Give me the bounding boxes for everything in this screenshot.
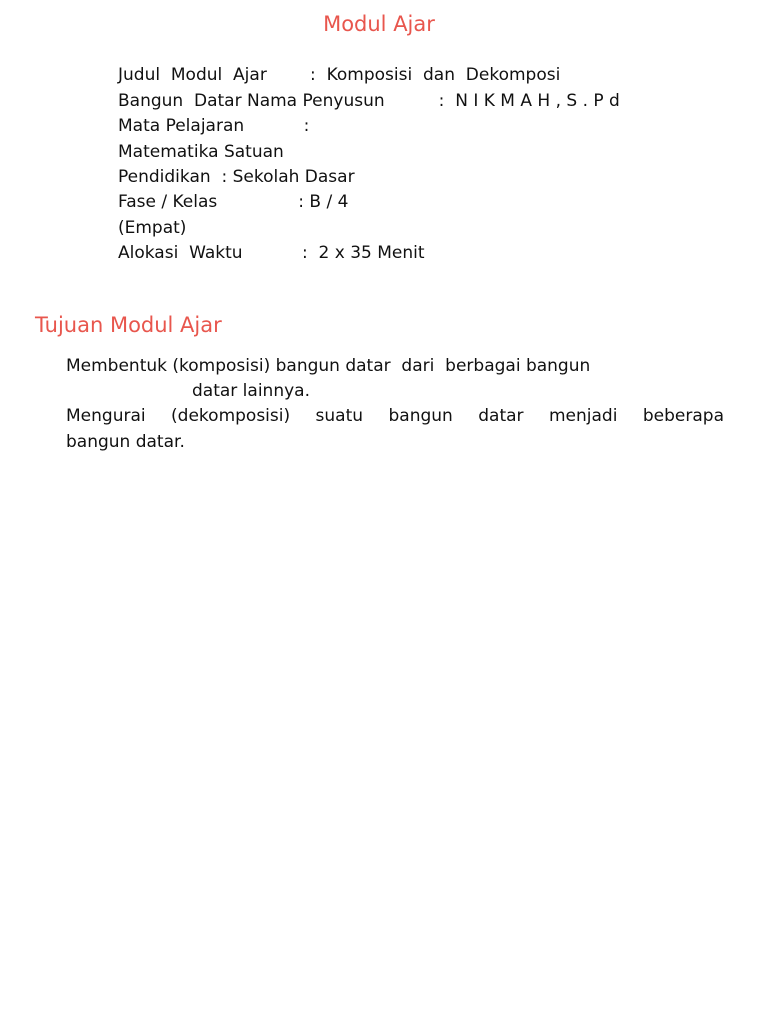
goal-1-line-1: Membentuk (komposisi) bangun datar dari berbagai bangun	[66, 356, 591, 376]
goal-2-line-2: bangun datar.	[66, 432, 185, 452]
info-line-subject: Mata Pelajaran :	[118, 116, 310, 136]
goal-2-line-1: Mengurai (dekomposisi) suatu bangun datar menjadi beberapa	[66, 406, 724, 426]
info-line-class-word: (Empat)	[118, 218, 187, 238]
info-line-author: Bangun Datar Nama Penyusun : N I K M A H , S . P d	[118, 91, 620, 111]
info-line-school: Pendidikan : Sekolah Dasar	[118, 167, 355, 187]
info-line-subject-value: Matematika Satuan	[118, 142, 284, 162]
goal-1-line-2: datar lainnya.	[192, 381, 310, 401]
page-title: Modul Ajar	[323, 12, 435, 36]
info-line-title: Judul Modul Ajar : Komposisi dan Dekomposi	[118, 65, 561, 85]
section-heading-goals: Tujuan Modul Ajar	[35, 313, 222, 337]
info-line-phase: Fase / Kelas : B / 4	[118, 192, 349, 212]
info-line-time: Alokasi Waktu : 2 x 35 Menit	[118, 243, 425, 263]
